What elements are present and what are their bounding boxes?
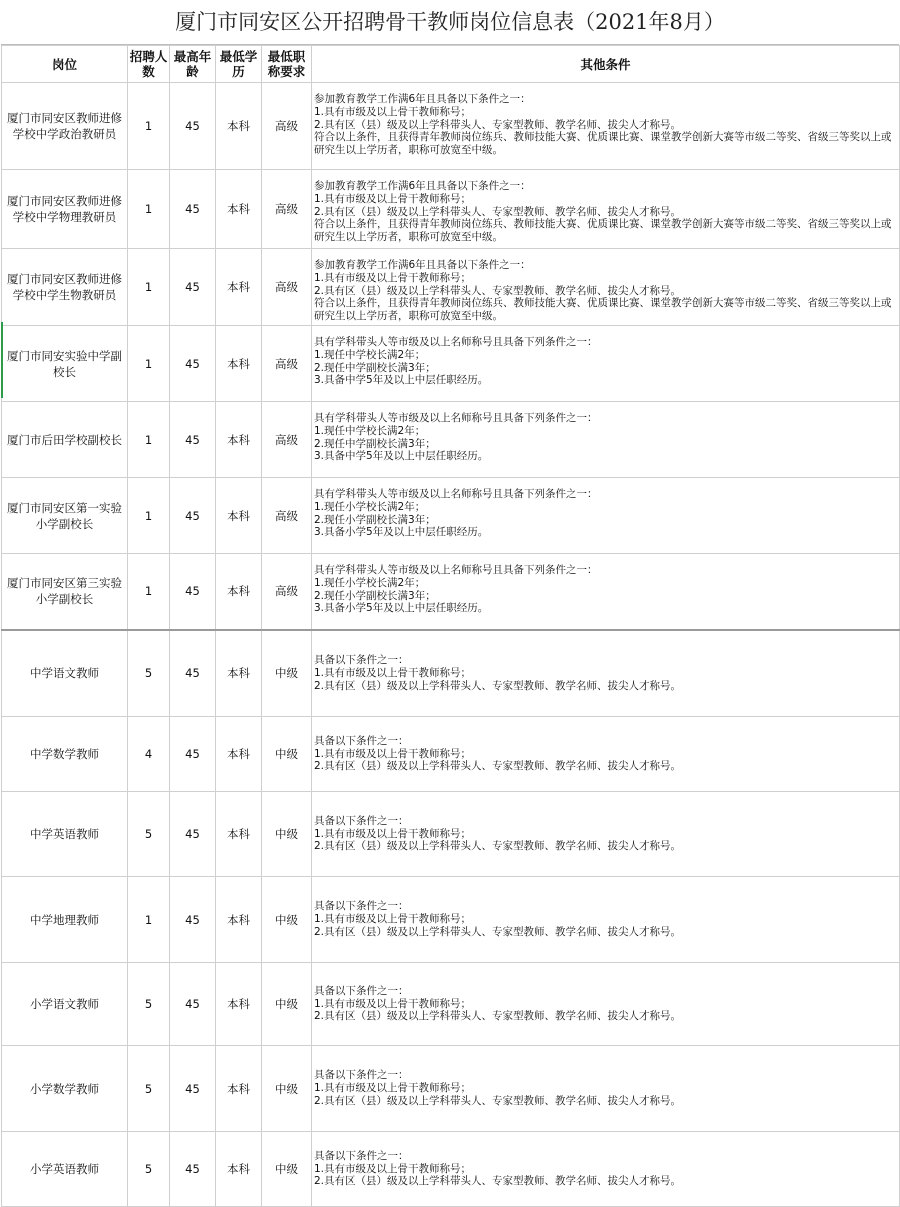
- condition-line: 2.具有区（县）级及以上学科带头人、专家型教师、教学名师、拔尖人才称号。: [314, 118, 682, 131]
- min-edu-cell: 本科: [216, 963, 262, 1046]
- condition-line: 具备以下条件之一：: [314, 900, 409, 913]
- count-cell: 1: [128, 170, 170, 249]
- condition-line: 参加教育教学工作满6年且具备以下条件之一：: [314, 259, 531, 271]
- condition-line: 2.现任小学副校长满3年；: [314, 589, 436, 602]
- min-edu-cell: 本科: [216, 1132, 262, 1207]
- min-title-cell: 高级: [262, 478, 312, 554]
- header-position: 岗位: [2, 46, 128, 83]
- position-cell: 中学语文教师: [2, 630, 128, 717]
- condition-line: 参加教育教学工作满6年且具备以下条件之一：: [314, 180, 531, 192]
- conditions-cell: [312, 478, 900, 554]
- min-edu-cell: 本科: [216, 792, 262, 877]
- position-cell: 小学数学教师: [2, 1046, 128, 1132]
- table-row: [2, 402, 900, 478]
- condition-line: 3.具备中学5年及以上中层任职经历。: [314, 450, 489, 463]
- min-edu-cell: 本科: [216, 877, 262, 963]
- table-row: [2, 1046, 900, 1132]
- condition-line: 2.具有区（县）级及以上学科带头人、专家型教师、教学名师、拔尖人才称号。: [314, 284, 682, 297]
- min-title-cell: 中级: [262, 1046, 312, 1132]
- conditions-cell: [312, 963, 900, 1046]
- min-edu-cell: 本科: [216, 554, 262, 630]
- condition-line: 2.具有区（县）级及以上学科带头人、专家型教师、教学名师、拔尖人才称号。: [314, 925, 682, 938]
- condition-line: 参加教育教学工作满6年且具备以下条件之一：: [314, 93, 531, 105]
- table-row: [2, 717, 900, 792]
- table-row: [2, 963, 900, 1046]
- condition-line: 3.具备中学5年及以上中层任职经历。: [314, 374, 489, 387]
- condition-line: 1.具有市级及以上骨干教师称号；: [314, 997, 472, 1010]
- condition-line: 1.具有市级及以上骨干教师称号；: [314, 827, 472, 840]
- conditions-cell: [312, 83, 900, 170]
- condition-line: 1.现任小学校长满2年；: [314, 576, 426, 589]
- max-age-cell: 45: [170, 1046, 216, 1132]
- count-cell: 1: [128, 83, 170, 170]
- max-age-cell: 45: [170, 478, 216, 554]
- condition-line: 1.现任小学校长满2年；: [314, 500, 426, 513]
- count-cell: 1: [128, 249, 170, 326]
- condition-line: 1.具有市级及以上骨干教师称号；: [314, 747, 472, 760]
- max-age-cell: 45: [170, 963, 216, 1046]
- condition-line: 1.具有市级及以上骨干教师称号；: [314, 192, 472, 205]
- position-cell: 中学英语教师: [2, 792, 128, 877]
- positions-table: [1, 45, 900, 1207]
- condition-line: 符合以上条件，且获得青年教师岗位练兵、教师技能大赛、优质课比赛、课堂教学创新大赛等市级二等奖、省级三等奖以上或研究生以上学历者，职称可放宽至中级。: [314, 131, 892, 157]
- min-edu-cell: 本科: [216, 170, 262, 249]
- condition-line: 2.具有区（县）级及以上学科带头人、专家型教师、教学名师、拔尖人才称号。: [314, 205, 682, 218]
- count-cell: 5: [128, 1046, 170, 1132]
- min-title-cell: 中级: [262, 792, 312, 877]
- position-cell: 厦门市同安区教师进修学校中学政治教研员: [2, 83, 128, 170]
- table-row: [2, 170, 900, 249]
- condition-line: 3.具备小学5年及以上中层任职经历。: [314, 526, 489, 539]
- conditions-cell: [312, 326, 900, 402]
- condition-line: 2.现任小学副校长满3年；: [314, 513, 436, 526]
- min-edu-cell: 本科: [216, 402, 262, 478]
- condition-line: 2.具有区（县）级及以上学科带头人、专家型教师、教学名师、拔尖人才称号。: [314, 1094, 682, 1107]
- count-cell: 5: [128, 792, 170, 877]
- header-count: 招聘人数: [128, 46, 170, 83]
- condition-line: 具备以下条件之一：: [314, 1069, 409, 1082]
- condition-line: 2.具有区（县）级及以上学科带头人、专家型教师、教学名师、拔尖人才称号。: [314, 1175, 682, 1188]
- min-edu-cell: 本科: [216, 478, 262, 554]
- table-row: [2, 1132, 900, 1207]
- position-cell: 厦门市同安区第一实验小学副校长: [2, 478, 128, 554]
- condition-line: 具备以下条件之一：: [314, 654, 409, 667]
- max-age-cell: 45: [170, 717, 216, 792]
- conditions-cell: [312, 1046, 900, 1132]
- min-title-cell: 中级: [262, 630, 312, 717]
- min-title-cell: 中级: [262, 1132, 312, 1207]
- count-cell: 1: [128, 402, 170, 478]
- header-other-conditions: 其他条件: [312, 46, 900, 83]
- max-age-cell: 45: [170, 792, 216, 877]
- min-edu-cell: 本科: [216, 326, 262, 402]
- table-row: [2, 249, 900, 326]
- table-row: [2, 792, 900, 877]
- condition-line: 1.具有市级及以上骨干教师称号；: [314, 105, 472, 118]
- max-age-cell: 45: [170, 83, 216, 170]
- header-min-title: 最低职称要求: [262, 46, 312, 83]
- conditions-cell: [312, 877, 900, 963]
- conditions-cell: [312, 1132, 900, 1207]
- min-edu-cell: 本科: [216, 83, 262, 170]
- min-title-cell: 高级: [262, 554, 312, 630]
- condition-line: 具有学科带头人等市级及以上名师称号且具备下列条件之一：: [314, 488, 598, 500]
- condition-line: 3.具备小学5年及以上中层任职经历。: [314, 602, 489, 615]
- condition-line: 符合以上条件，且获得青年教师岗位练兵、教师技能大赛、优质课比赛、课堂教学创新大赛等市级二等奖、省级三等奖以上或研究生以上学历者，职称可放宽至中级。: [314, 297, 892, 323]
- count-cell: 1: [128, 554, 170, 630]
- conditions-cell: [312, 630, 900, 717]
- condition-line: 1.具有市级及以上骨干教师称号；: [314, 271, 472, 284]
- position-cell: 小学英语教师: [2, 1132, 128, 1207]
- max-age-cell: 45: [170, 630, 216, 717]
- min-title-cell: 高级: [262, 170, 312, 249]
- conditions-cell: [312, 170, 900, 249]
- count-cell: 5: [128, 1132, 170, 1207]
- min-edu-cell: 本科: [216, 717, 262, 792]
- position-cell: 厦门市后田学校副校长: [2, 402, 128, 478]
- max-age-cell: 45: [170, 402, 216, 478]
- min-edu-cell: 本科: [216, 249, 262, 326]
- table-row: [2, 83, 900, 170]
- condition-line: 2.具有区（县）级及以上学科带头人、专家型教师、教学名师、拔尖人才称号。: [314, 679, 682, 692]
- table-row: [2, 326, 900, 402]
- header-row: [2, 46, 900, 83]
- condition-line: 具有学科带头人等市级及以上名师称号且具备下列条件之一：: [314, 336, 598, 348]
- condition-line: 2.现任中学副校长满3年；: [314, 437, 436, 450]
- min-title-cell: 高级: [262, 402, 312, 478]
- condition-line: 符合以上条件，且获得青年教师岗位练兵、教师技能大赛、优质课比赛、课堂教学创新大赛等市级二等奖、省级三等奖以上或研究生以上学历者，职称可放宽至中级。: [314, 218, 892, 244]
- condition-line: 具备以下条件之一：: [314, 734, 409, 747]
- min-title-cell: 高级: [262, 326, 312, 402]
- condition-line: 具备以下条件之一：: [314, 984, 409, 997]
- condition-line: 具有学科带头人等市级及以上名师称号且具备下列条件之一：: [314, 564, 598, 576]
- max-age-cell: 45: [170, 877, 216, 963]
- conditions-cell: [312, 717, 900, 792]
- count-cell: 1: [128, 326, 170, 402]
- condition-line: 具备以下条件之一：: [314, 814, 409, 827]
- condition-line: 2.现任中学副校长满3年；: [314, 361, 436, 374]
- conditions-cell: [312, 402, 900, 478]
- header-max-age: 最高年龄: [170, 46, 216, 83]
- min-edu-cell: 本科: [216, 630, 262, 717]
- count-cell: 1: [128, 478, 170, 554]
- min-title-cell: 中级: [262, 877, 312, 963]
- max-age-cell: 45: [170, 554, 216, 630]
- condition-line: 2.具有区（县）级及以上学科带头人、专家型教师、教学名师、拔尖人才称号。: [314, 760, 682, 773]
- condition-line: 2.具有区（县）级及以上学科带头人、专家型教师、教学名师、拔尖人才称号。: [314, 1010, 682, 1023]
- table-body: [2, 83, 900, 1207]
- condition-line: 1.现任中学校长满2年；: [314, 348, 426, 361]
- conditions-cell: [312, 792, 900, 877]
- position-cell: 中学数学教师: [2, 717, 128, 792]
- position-cell: 厦门市同安区第三实验小学副校长: [2, 554, 128, 630]
- min-title-cell: 中级: [262, 963, 312, 1046]
- condition-line: 2.具有区（县）级及以上学科带头人、专家型教师、教学名师、拔尖人才称号。: [314, 840, 682, 853]
- min-title-cell: 中级: [262, 717, 312, 792]
- max-age-cell: 45: [170, 170, 216, 249]
- condition-line: 具备以下条件之一：: [314, 1149, 409, 1162]
- table-row: [2, 877, 900, 963]
- count-cell: 5: [128, 963, 170, 1046]
- position-cell: 中学地理教师: [2, 877, 128, 963]
- max-age-cell: 45: [170, 1132, 216, 1207]
- condition-line: 1.现任中学校长满2年；: [314, 424, 426, 437]
- position-cell: 小学语文教师: [2, 963, 128, 1046]
- min-title-cell: 高级: [262, 83, 312, 170]
- position-cell: 厦门市同安区教师进修学校中学物理教研员: [2, 170, 128, 249]
- sheet-title: 厦门市同安区公开招聘骨干教师岗位信息表（2021年8月）: [1, 0, 899, 45]
- min-edu-cell: 本科: [216, 1046, 262, 1132]
- min-title-cell: 高级: [262, 249, 312, 326]
- condition-line: 1.具有市级及以上骨干教师称号；: [314, 1162, 472, 1175]
- table-row: [2, 630, 900, 717]
- count-cell: 5: [128, 630, 170, 717]
- condition-line: 1.具有市级及以上骨干教师称号；: [314, 913, 472, 926]
- table-row: [2, 554, 900, 630]
- spreadsheet: [1, 0, 899, 1207]
- count-cell: 1: [128, 877, 170, 963]
- conditions-cell: [312, 554, 900, 630]
- header-min-edu: 最低学历: [216, 46, 262, 83]
- position-cell: 厦门市同安实验中学副校长: [2, 326, 128, 402]
- selected-cell-marker: [1, 322, 3, 398]
- position-cell: 厦门市同安区教师进修学校中学生物教研员: [2, 249, 128, 326]
- condition-line: 1.具有市级及以上骨干教师称号；: [314, 666, 472, 679]
- conditions-cell: [312, 249, 900, 326]
- max-age-cell: 45: [170, 326, 216, 402]
- table-row: [2, 478, 900, 554]
- condition-line: 1.具有市级及以上骨干教师称号；: [314, 1082, 472, 1095]
- condition-line: 具有学科带头人等市级及以上名师称号且具备下列条件之一：: [314, 412, 598, 424]
- max-age-cell: 45: [170, 249, 216, 326]
- count-cell: 4: [128, 717, 170, 792]
